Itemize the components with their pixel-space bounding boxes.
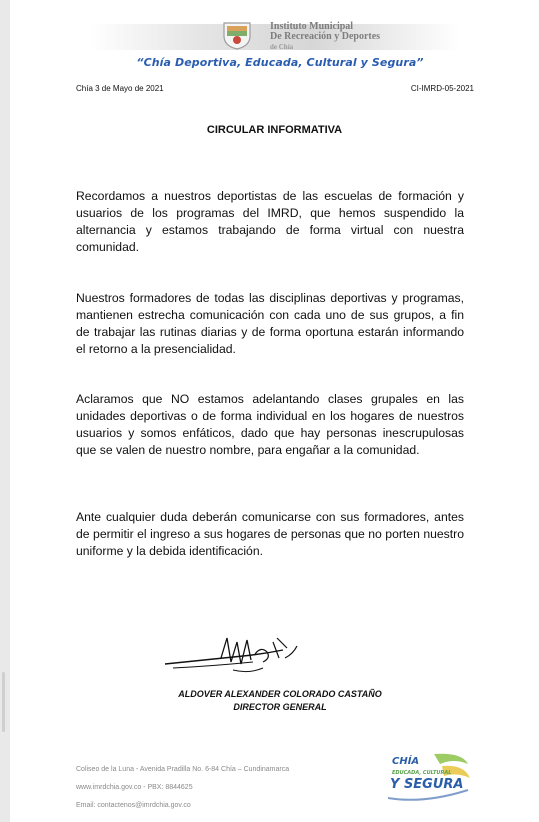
document-date: Chía 3 de Mayo de 2021 bbox=[76, 84, 164, 93]
institute-name-line1: Instituto Municipal bbox=[270, 21, 354, 32]
institute-motto: “Chía Deportiva, Educada, Cultural y Segura” bbox=[136, 56, 424, 69]
footer-email: Email: contactenos@imrdchia.gov.co bbox=[76, 802, 191, 809]
scroll-indicator bbox=[2, 672, 5, 732]
paragraph-4: Ante cualquier duda deberán comunicarse con sus formadores, antes de permitir el ingreso a sus hogares de personas que no porten nuestro uniforme y la debida identificación. bbox=[76, 510, 464, 558]
institute-name-line3: de Chía bbox=[270, 43, 294, 51]
institute-emblem-icon bbox=[220, 20, 254, 50]
paragraph-3: Aclaramos que NO estamos adelantando clases grupales en las unidades deportivas o de forma individual en los hogares de nuestros usuarios y somos enfáticos, dado que hay personas inescrupulosas que se valen de nuestro nombre, para engañar a la comunidad. bbox=[76, 392, 464, 457]
signer-name: ALDOVER ALEXANDER COLORADO CASTAÑO bbox=[178, 689, 382, 699]
logo-text-mid: EDUCADA, CULTURAL bbox=[392, 770, 452, 776]
footer-address: Coliseo de la Luna - Avenida Pradilla No. 6-84 Chía – Cundinamarca bbox=[76, 766, 290, 773]
signer-role: DIRECTOR GENERAL bbox=[233, 702, 327, 712]
logo-text-chia: CHÍA bbox=[392, 756, 420, 767]
document-title: CIRCULAR INFORMATIVA bbox=[206, 124, 343, 136]
paragraph-2: Nuestros formadores de todas las disciplinas deportivas y programas, mantienen estrecha comunicación con cada uno de sus grupos, a fin de trabajar las rutinas diarias y de forma oportuna estarán informando el retorno a la presencialidad. bbox=[76, 291, 464, 356]
letterhead bbox=[70, 16, 490, 76]
handwritten-signature bbox=[163, 628, 313, 678]
document-page bbox=[10, 0, 539, 822]
footer-web-phone: www.imrdchia.gov.co - PBX: 8844625 bbox=[76, 784, 193, 791]
scan-left-edge bbox=[0, 0, 10, 822]
footer-contact bbox=[76, 761, 336, 815]
logo-text-segura: Y SEGURA bbox=[390, 777, 464, 792]
document-reference: CI-IMRD-05-2021 bbox=[410, 84, 474, 93]
institute-name-line2: De Recreación y Deportes bbox=[270, 31, 381, 42]
chia-segura-logo bbox=[384, 750, 474, 804]
institute-name bbox=[270, 22, 470, 52]
paragraph-1: Recordamos a nuestros deportistas de las escuelas de formación y usuarios de los programas del IMRD, que hemos suspendido la alternancia y estamos trabajando de forma virtual con nuestra comunidad. bbox=[76, 189, 464, 254]
date-reference-line bbox=[76, 84, 474, 93]
